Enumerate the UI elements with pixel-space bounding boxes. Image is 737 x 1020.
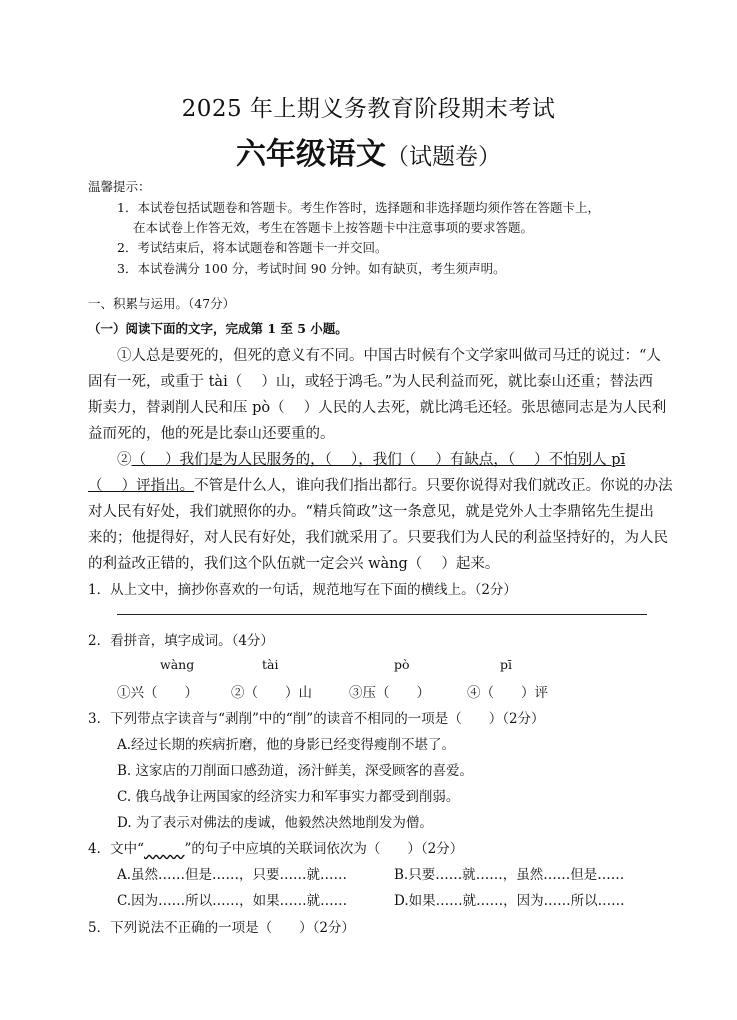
p2-rest: 不管是什么人，谁向我们指出都行。只要你说得对我们就改正。你说的办法 xyxy=(194,478,673,494)
question-1: 1．从上文中，摘抄你喜欢的一句话，规范地写在下面的横线上。（2分） xyxy=(88,582,517,598)
p2-underlined-2: （ ）评指出。 xyxy=(88,478,195,494)
q2-item-4: ④（ ）评 xyxy=(467,685,548,701)
notice-item-1-cont: 在本试卷上作答无效，考生在答题卡上按答题卡中注意事项的要求答题。 xyxy=(133,220,534,235)
pinyin-1: wàng xyxy=(160,657,195,672)
q4-stem-a: 4．文中“ xyxy=(88,841,144,857)
q2-item-2: ②（ ）山 xyxy=(231,685,312,701)
q4-option-d: D.如果……就……，因为……所以…… xyxy=(394,893,625,909)
question-2: 2．看拼音，填字成词。（4分） xyxy=(88,633,274,649)
subtitle-main: 六年级语文 xyxy=(236,137,386,172)
question-4 xyxy=(88,837,463,857)
q4-wavy-mark xyxy=(144,841,185,857)
q4-option-a: A.虽然……但是……，只要……就…… xyxy=(117,867,348,883)
question-3: 3．下列带点字读音与“剥削”中的“削”的读音不相同的一项是（ ）（2分） xyxy=(88,711,545,727)
passage-p1-line-2: 固有一死，或重于 tài（ ）山，或轻于鸿毛。”为人民利益而死，就比泰山还重；替法西 xyxy=(88,374,653,390)
exam-subtitle xyxy=(0,129,737,173)
passage-p2-line-3: 对人民有好处，我们就照你的办。“精兵简政”这一条意见，就是党外人士李鼎铭先生提出 xyxy=(88,504,654,520)
notice-item-1: 1．本试卷包括试题卷和答题卡。考生作答时，选择题和非选择题均须作答在答题卡上， xyxy=(117,200,600,215)
section-heading: 一、积累与运用。（47分） xyxy=(88,296,236,311)
notice-item-2: 2．考试结束后，将本试题卷和答题卡一并交回。 xyxy=(117,240,388,255)
p2-marker: ② xyxy=(117,452,132,468)
notice-heading: 温馨提示： xyxy=(88,179,151,194)
pinyin-4: pī xyxy=(500,657,512,672)
q4-option-c: C.因为……所以……，如果……就…… xyxy=(117,893,348,909)
pinyin-2: tài xyxy=(262,657,279,672)
passage-p2-line-4: 来的；他提得好，对人民有好处，我们就采用了。只要我们为人民的利益坚持好的，为人民 xyxy=(88,530,668,546)
p2-underlined-1: （ ）我们是为人民服务的，（ ），我们（ ）有缺点，（ ）不怕别人 pī xyxy=(131,452,626,468)
passage-p2-line-1 xyxy=(117,448,625,469)
passage-p1-line-3: 斯卖力，替剥削人民和压 pò（ ）人民的人去死，就比鸿毛还轻。张思德同志是为人民利 xyxy=(88,400,667,416)
subtitle-paren: （试题卷） xyxy=(386,144,501,170)
passage-p1-line-1: ①人总是要死的，但死的意义有不同。中国古时候有个文学家叫做司马迁的说过：“人 xyxy=(117,348,661,364)
answer-line xyxy=(117,614,647,615)
q3-option-c: C. 俄乌战争让两国家的经济实力和军事实力都受到削弱。 xyxy=(117,789,460,805)
question-5: 5．下列说法不正确的一项是（ ）（2分） xyxy=(88,920,355,936)
pinyin-3: pò xyxy=(394,657,410,672)
q4-stem-b: ”的句子中应填的关联词依次为（ ）（2分） xyxy=(184,841,464,857)
q4-option-b: B.只要……就……，虽然……但是…… xyxy=(394,867,625,883)
passage-p2-line-5: 的利益改正错的，我们这个队伍就一定会兴 wàng（ ）起来。 xyxy=(88,556,500,572)
q2-item-1: ①兴（ ） xyxy=(117,685,198,701)
q3-option-b: B. 这家店的刀削面口感劲道，汤汁鲜美，深受顾客的喜爱。 xyxy=(117,763,474,779)
q3-option-a: A.经过长期的疾病折磨，他的身影已经变得瘦削不堪了。 xyxy=(117,737,456,753)
q3-option-d: D. 为了表示对佛法的虔诚，他毅然决然地削发为僧。 xyxy=(117,815,433,831)
part-heading: （一）阅读下面的文字，完成第 1 至 5 小题。 xyxy=(88,321,348,336)
passage-p2-line-2 xyxy=(88,474,673,495)
exam-title: 2025 年上期义务教育阶段期末考试 xyxy=(181,96,556,122)
passage-p1-line-4: 益而死的，他的死是比泰山还要重的。 xyxy=(88,426,335,442)
notice-item-3: 3．本试卷满分 100 分，考试时间 90 分钟。如有缺页，考生须声明。 xyxy=(117,261,506,276)
q2-item-3: ③压（ ） xyxy=(349,685,430,701)
